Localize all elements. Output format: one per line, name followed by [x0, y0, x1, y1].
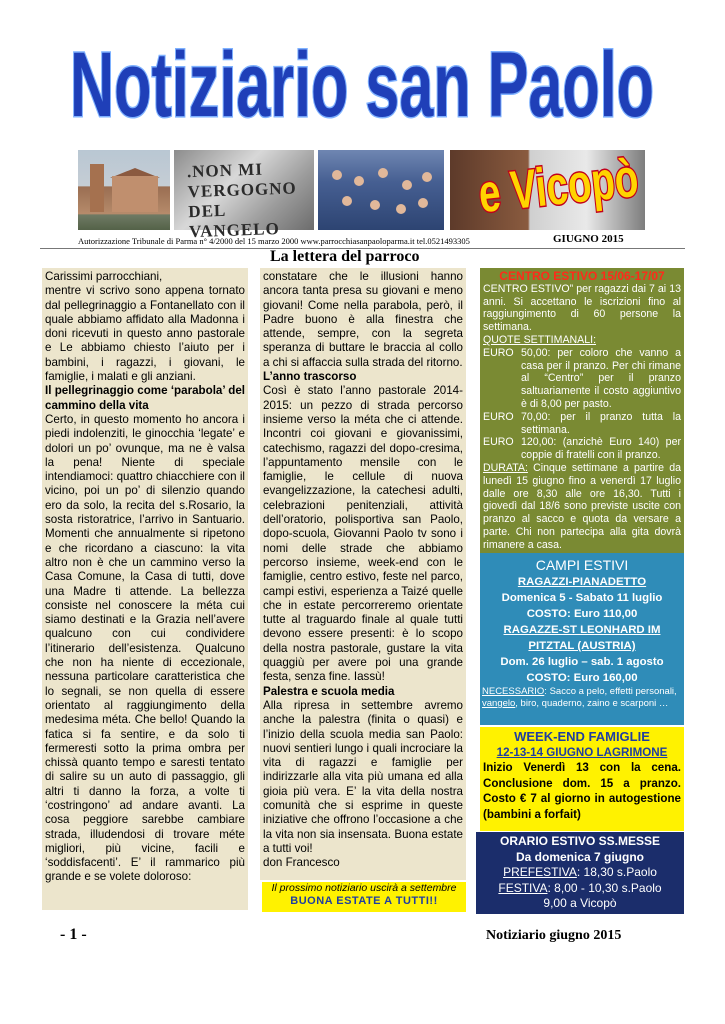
church-photo — [78, 150, 170, 230]
camp-boys-cost: COSTO: Euro 110,00 — [526, 608, 638, 620]
issue-date: GIUGNO 2015 — [553, 233, 624, 245]
wall-inscription-text: .NON MI VERGOGNO DEL VANGELO — [186, 159, 297, 242]
centro-estivo-box — [480, 268, 684, 553]
next-issue-note — [262, 882, 466, 912]
letter-column-2 — [260, 268, 466, 880]
camp-boys-title: RAGAZZI-PIANADETTO — [517, 576, 647, 588]
masthead-title — [62, 20, 662, 136]
next-issue-text: Il prossimo notiziario uscirà a settembre — [271, 882, 457, 894]
weekend-text: Inizio Venerdì 13 con la cena. Conclusione dom. 15 a pranzo. Costo € 7 al giorno in autogestione (bambini a forfait) — [483, 761, 681, 821]
quote-row: EURO 70,00: per il pranzo tutta la settimana. — [483, 410, 681, 436]
letter-signature: don Francesco — [263, 856, 340, 870]
masthead-title-text: Notiziario san Paolo — [70, 34, 654, 136]
weekend-famiglie-box — [480, 727, 684, 831]
letter-greeting: Carissimi parrocchiani, — [45, 270, 163, 283]
centro-estivo-intro: CENTRO ESTIVO” per ragazzi dai 7 ai 13 anni. Si accettano le iscrizioni fino al raggiungimento di 60 persone la settimana. — [483, 282, 681, 334]
mass-schedule-from: Da domenica 7 giugno — [515, 849, 644, 864]
quote-row: EURO 120,00: (anzichè Euro 140) per coppie di fratelli con il pranzo. — [483, 436, 681, 462]
durata-label: DURATA: — [483, 461, 528, 474]
durata-text: DURATA: Cinque settimane a partire da lunedì 15 giugno fino a venerdì 17 luglio dalle ore 8,30 alle ore 16,30. Tutti i giovedì dal 18/6 sono previste uscite con pranzo al sacco e quota da versare a parte. Chi non partecipa alla gita dovrà rimanere a casa. — [483, 461, 681, 551]
footer-title: Notiziario giugno 2015 — [486, 928, 622, 943]
mass-schedule-box — [476, 832, 684, 914]
campi-estivi-box — [480, 553, 684, 725]
campi-estivi-title: CAMPI ESTIVI — [535, 557, 629, 573]
camp-girls-cost: COSTO: Euro 160,00 — [526, 672, 638, 684]
letter-subheading: Palestra e scuola media — [263, 684, 395, 698]
centro-estivo-title: CENTRO ESTIVO 15/06-17/07 — [499, 269, 665, 283]
prefestiva-row: PREFESTIVA: 18,30 s.Paolo — [503, 865, 657, 879]
mass-schedule-title: ORARIO ESTIVO SS.MESSE — [499, 834, 661, 848]
letter-paragraph: Così è stato l’anno pastorale 2014-2015: un pezzo di strada percorso insieme verso la méta che ci attende. Incontri coi giovani e giovanissimi, catechismo, ragazzi del dopo-cresima, l’appuntamento mensile con le famiglie, le cellule di nuova evangelizzazione, la catechesi adulti, celebrazioni penitenziali, attività dell’oratorio, polisportiva san Paolo, dopo-scuola, Giovanni Paolo tv sono i nomi delle strade che abbiamo percorso insieme, week-end con le famiglie, centro estivo, feste nel parco, campi estivi, esperienza a Taizé quelle che in estate percorreremo orientate tutte al traguardo finale al quale tutti devono essere presenti: è lo scopo della nostra pastorale, gustare la vita quaggiù per avere poi una grande festa, senza fine. Iassù! — [263, 384, 463, 684]
quote-label: QUOTE SETTIMANALI: — [483, 333, 597, 346]
camp-necessities: NECESSARIO: Sacco a pelo, effetti personali, vangelo, biro, quaderno, zaino e scarponi … — [482, 686, 677, 709]
authorization-line: Autorizzazione Tribunale di Parma n° 4/2000 del 15 marzo 2000 www.parrocchiasanpaoloparma.it tel.0521493305 — [78, 236, 470, 246]
weekend-title: WEEK-END FAMIGLIE — [514, 729, 650, 744]
masthead-subtitle-text: e Vicopò — [475, 141, 705, 225]
letter-paragraph: Alla ripresa in settembre avremo anche la palestra (finita o quasi) e l’inizio della scuola media san Paolo: nuovi sentieri lungo i quali incrociare la vita di ragazzi e famiglie per indirizzarle alla vita più umana ed alla gioia più vera. E’ la vita della nostra comunità che si esprime in queste iniziative che offrono l’occasione a che la vita non sia insensata. Buona estate a tutti voi! — [263, 698, 463, 855]
masthead-subtitle — [470, 141, 705, 225]
letter-paragraph: Certo, in questo momento ho ancora i piedi indolenziti, le ginocchia ‘legate’ e dolori un po’ ovunque, ma ne è valsa la pena! Niente di speciale intendiamoci: quattro chiacchiere con il vicino, poi un po’ di silenzio quando ero da solo, la recita del s.Rosario, la sosta ristoratrice, l’arrivo in Santuario. Momenti che annualmente si ripetono e che ricordano a ciascuno: la vita altro non è che un cammino verso la Casa Comune, la Casa di tutti, dove una Madre ti attende. La bellezza consiste nel conoscere la méta cui siamo destinati e la Grazia nell’avere qualcuno con cui condividere l’itinerario dell’esistenza. Qualcuno che non ha niente di eccezionale, nessuna particolare caratteristica che lo segnali, se non quella di essere orientato al raggiungimento della medesima méta. Che bello! Quando la fatica si fa sentire, e da solo ti fermeresti sotto la prima ombra per chissà quanto tempo e saresti tentato di salire su un auto di passaggio, gli altri ti danno la forza, a volte ti ‘costringono’ ad andare avanti. La cosa peggiore sarebbe cambiare strada, illudendosi di trovare méte migliori, più vicine, facili e ‘soddisfacenti’. E’ il rammarico più grande e se volete doloroso: — [45, 412, 245, 884]
festiva-vicopo-row: 9,00 a Vicopò — [543, 896, 617, 910]
page-number: - 1 - — [60, 926, 87, 943]
camp-girls-dates: Dom. 26 luglio – sab. 1 agosto — [500, 656, 664, 668]
letter-paragraph: mentre vi scrivo sono appena tornato dal pellegrinaggio a Fontanellato con il quale abbiamo affidato alla Madonna i doni ricevuti in questo anno pastorale e Le abbiamo chiesto l’aiuto per i bambini, i ragazzi, i giovani, le famiglie, i malati e gli anziani. — [45, 284, 245, 384]
letter-paragraph: constatare che le illusioni hanno ancora tanta presa su giovani e meno giovani! Come nella parabola, però, il Padre buono è alla finestra che attende, sempre, con la segreta speranza di buttare le braccia al collo a chi si affaccia sulla strada del ritorno. — [263, 270, 463, 369]
students-photo — [318, 150, 444, 230]
wall-inscription-photo — [174, 150, 314, 242]
camp-boys-dates: Domenica 5 - Sabato 11 luglio — [501, 592, 663, 604]
festiva-row: FESTIVA: 8,00 - 10,30 s.Paolo — [498, 880, 662, 895]
quote-row: EURO 50,00: per coloro che vanno a casa per il pranzo. Per chi rimane al “Centro” per il pranzo saltuariamente il costo aggiuntivo è di 8,00 per pasto. — [483, 346, 681, 410]
letter-subheading: Il pellegrinaggio come ‘parabola’ del cammino della vita — [45, 384, 245, 412]
letter-subheading: L’anno trascorso — [263, 370, 357, 384]
summer-greeting: BUONA ESTATE A TUTTI!! — [290, 895, 438, 907]
weekend-dates: 12-13-14 GIUGNO LAGRIMONE — [496, 745, 668, 759]
camp-girls-title: RAGAZZE-ST LEONHARD IM PITZTAL (AUSTRIA) — [503, 624, 661, 652]
letter-column-1 — [42, 268, 248, 910]
letter-title: La lettera del parroco — [270, 248, 420, 265]
